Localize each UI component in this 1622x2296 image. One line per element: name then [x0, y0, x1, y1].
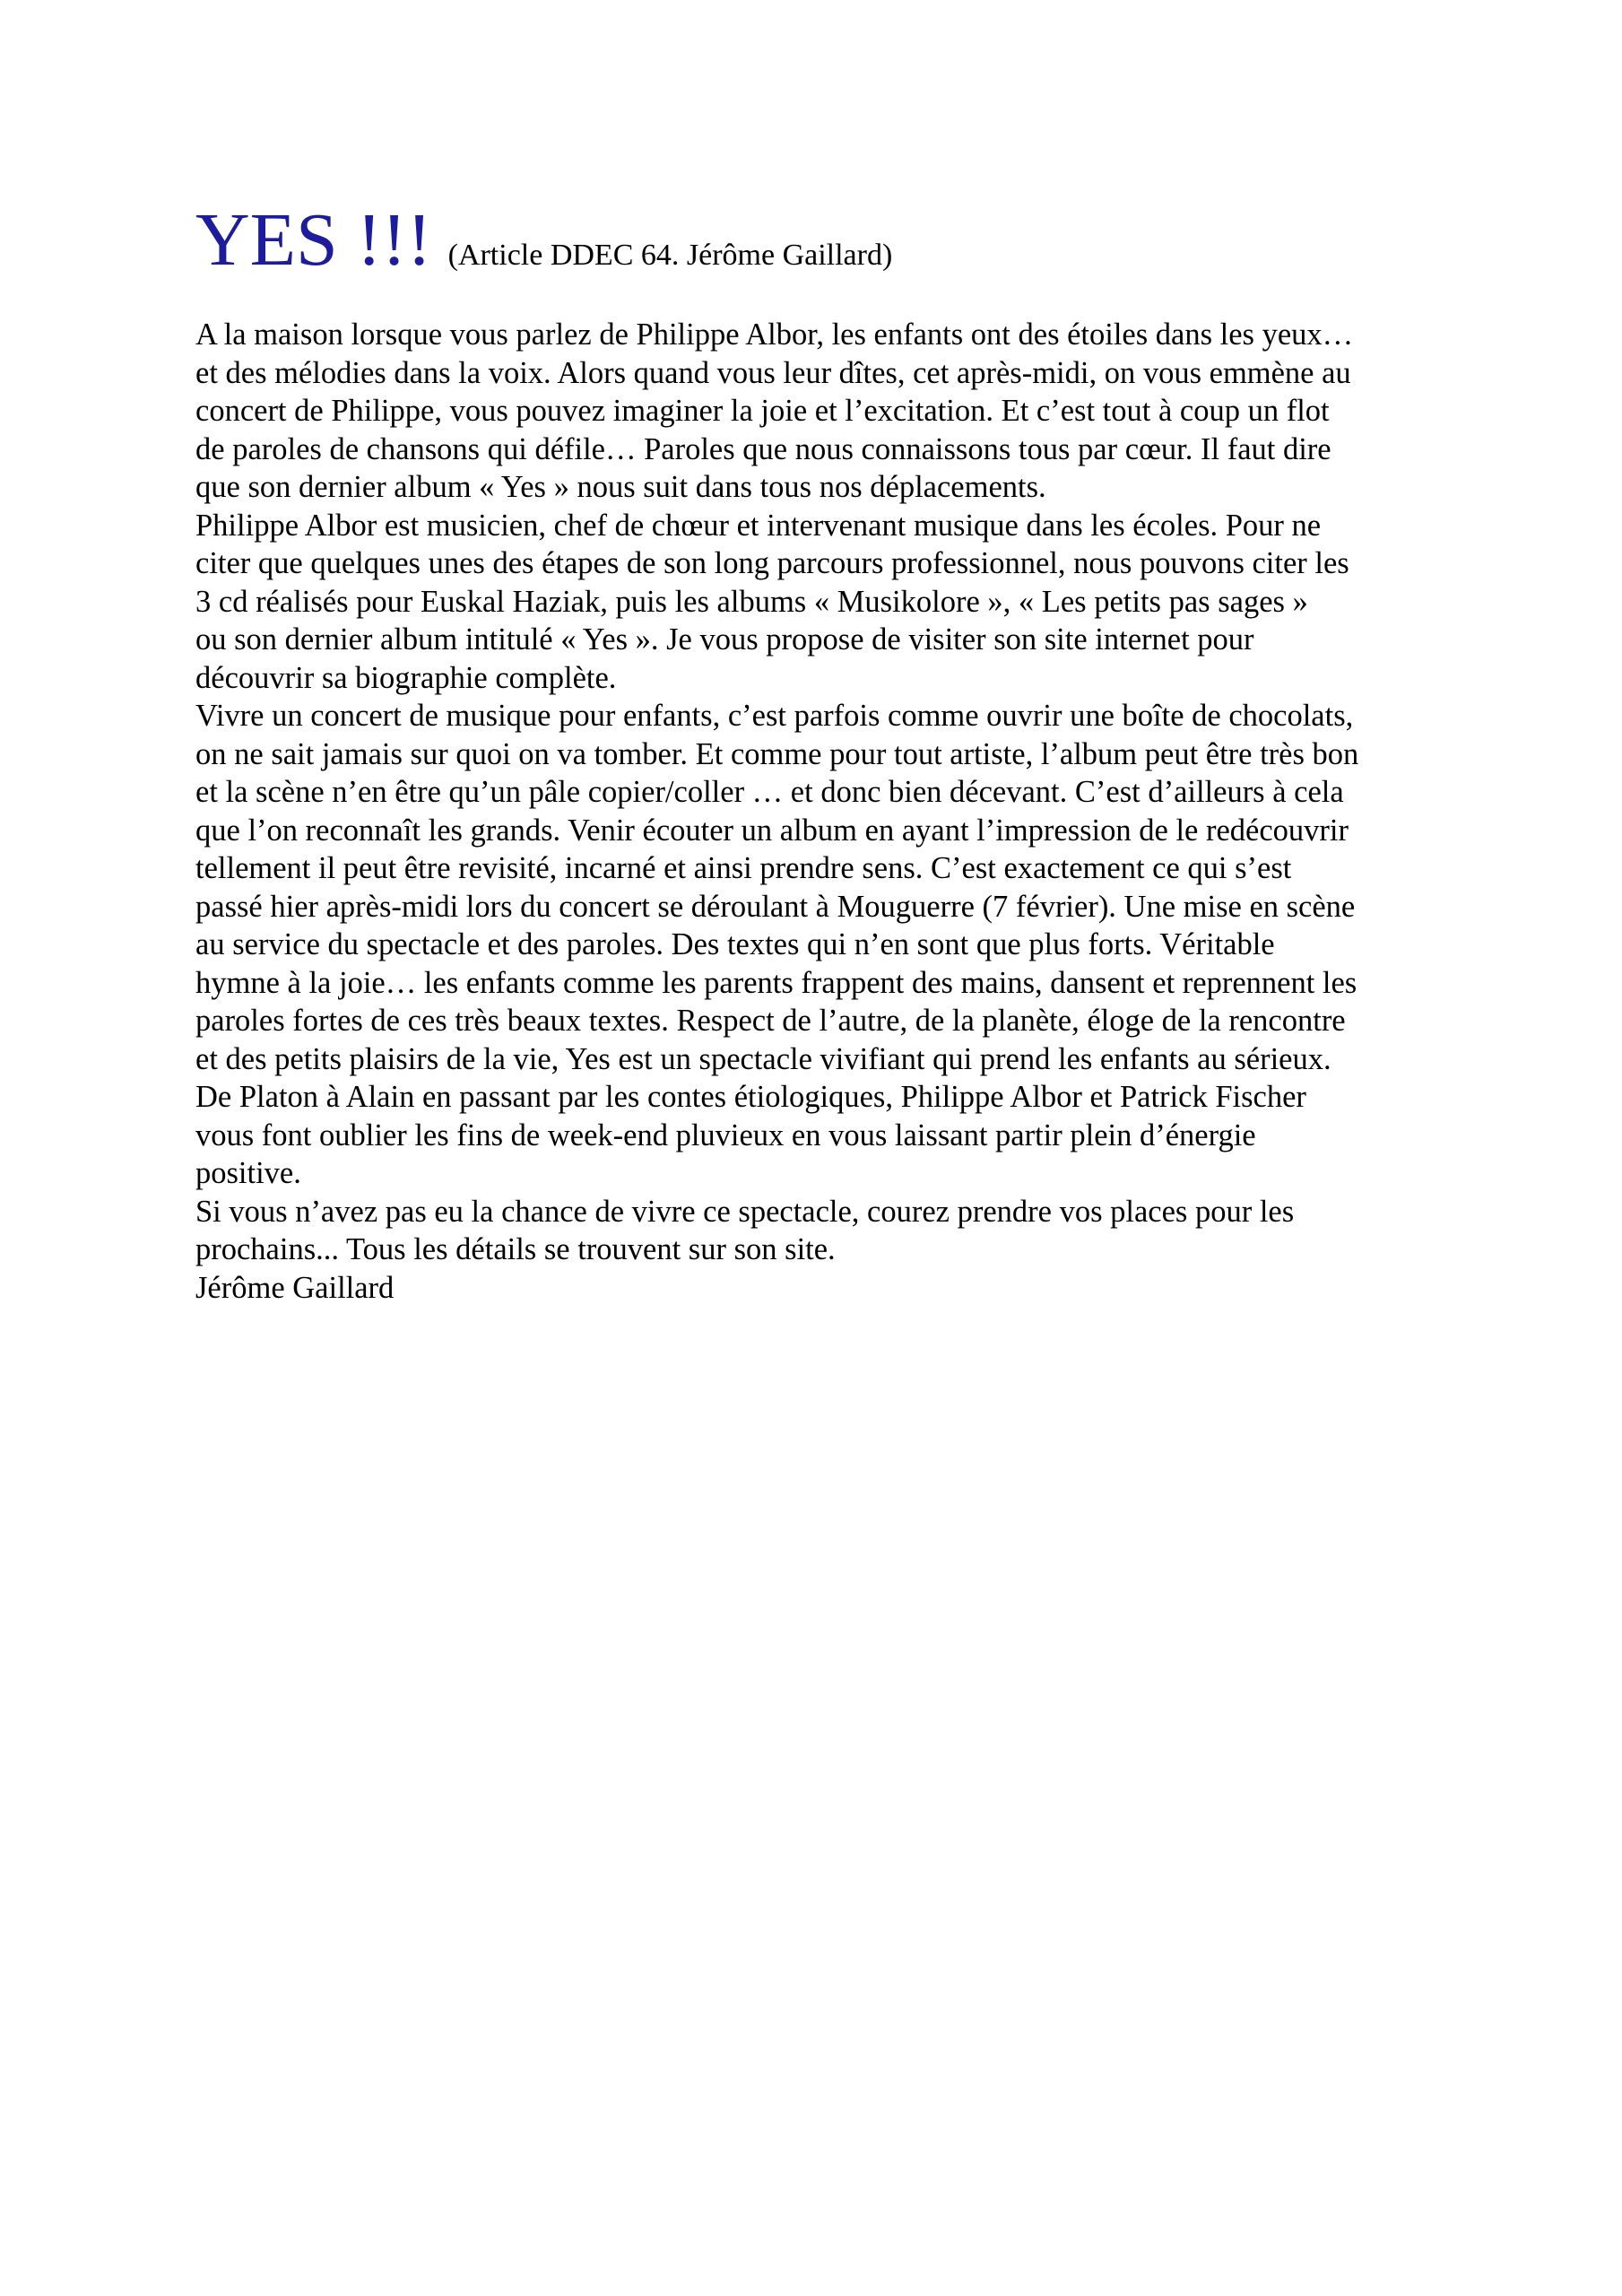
body-line: passé hier après-midi lors du concert se déroulant à Mouguerre (7 février). Une mise en scène	[195, 889, 1356, 924]
body-line: et des petits plaisirs de la vie, Yes est un spectacle vivifiant qui prend les enfants au sérieux.	[195, 1041, 1331, 1076]
body-line: de paroles de chansons qui défile… Paroles que nous connaissons tous par cœur. Il faut dire	[195, 431, 1331, 466]
body-line: découvrir sa biographie complète.	[195, 660, 617, 695]
body-line: et la scène n’en être qu’un pâle copier/coller … et donc bien décevant. C’est d’ailleurs à cela	[195, 775, 1344, 809]
body-line: positive.	[195, 1156, 301, 1190]
body-line: vous font oublier les fins de week-end pluvieux en vous laissant partir plein d’énergie	[195, 1118, 1256, 1152]
body-line: que son dernier album « Yes » nous suit dans tous nos déplacements.	[195, 470, 1046, 504]
body-line: citer que quelques unes des étapes de son long parcours professionnel, nous pouvons citer les	[195, 546, 1349, 580]
body-line: ou son dernier album intitulé « Yes ». Je vous propose de visiter son site internet pour	[195, 622, 1254, 657]
author-signature: Jérôme Gaillard	[195, 1270, 395, 1305]
body-line: Vivre un concert de musique pour enfants, c’est parfois comme ouvrir une boîte de chocolats,	[195, 699, 1354, 733]
body-line: on ne sait jamais sur quoi on va tomber. Et comme pour tout artiste, l’album peut être très bon	[195, 736, 1359, 771]
body-line: A la maison lorsque vous parlez de Philippe Albor, les enfants ont des étoiles dans les yeux…	[195, 317, 1354, 352]
title-line	[195, 196, 1469, 285]
article-byline: (Article DDEC 64. Jérôme Gaillard)	[447, 239, 893, 272]
body-line: tellement il peut être revisité, incarné et ainsi prendre sens. C’est exactement ce qui s’est	[195, 851, 1292, 885]
body-line: que l’on reconnaît les grands. Venir écouter un album en ayant l’impression de le redécouvrir	[195, 813, 1349, 848]
body-line: hymne à la joie… les enfants comme les parents frappent des mains, dansent et reprennent les	[195, 965, 1357, 1000]
body-line: De Platon à Alain en passant par les contes étiologiques, Philippe Albor et Patrick Fischer	[195, 1080, 1306, 1114]
body-line: paroles fortes de ces très beaux textes. Respect de l’autre, de la planète, éloge de la rencontre	[195, 1004, 1346, 1038]
body-line: prochains... Tous les détails se trouvent sur son site.	[195, 1232, 836, 1266]
body-line: et des mélodies dans la voix. Alors quand vous leur dîtes, cet après-midi, on vous emmène au	[195, 355, 1351, 390]
body-line: concert de Philippe, vous pouvez imaginer la joie et l’excitation. Et c’est tout à coup un flot	[195, 394, 1330, 428]
article-body	[195, 316, 1469, 1307]
body-line: 3 cd réalisés pour Euskal Haziak, puis les albums « Musikolore », « Les petits pas sages »	[195, 584, 1308, 619]
body-line: au service du spectacle et des paroles. Des textes qui n’en sont que plus forts. Véritable	[195, 927, 1275, 961]
body-line: Philippe Albor est musicien, chef de chœur et intervenant musique dans les écoles. Pour ne	[195, 508, 1322, 543]
article-title: YES !!!	[195, 198, 432, 282]
body-line: Si vous n’avez pas eu la chance de vivre ce spectacle, courez prendre vos places pour les	[195, 1194, 1295, 1229]
